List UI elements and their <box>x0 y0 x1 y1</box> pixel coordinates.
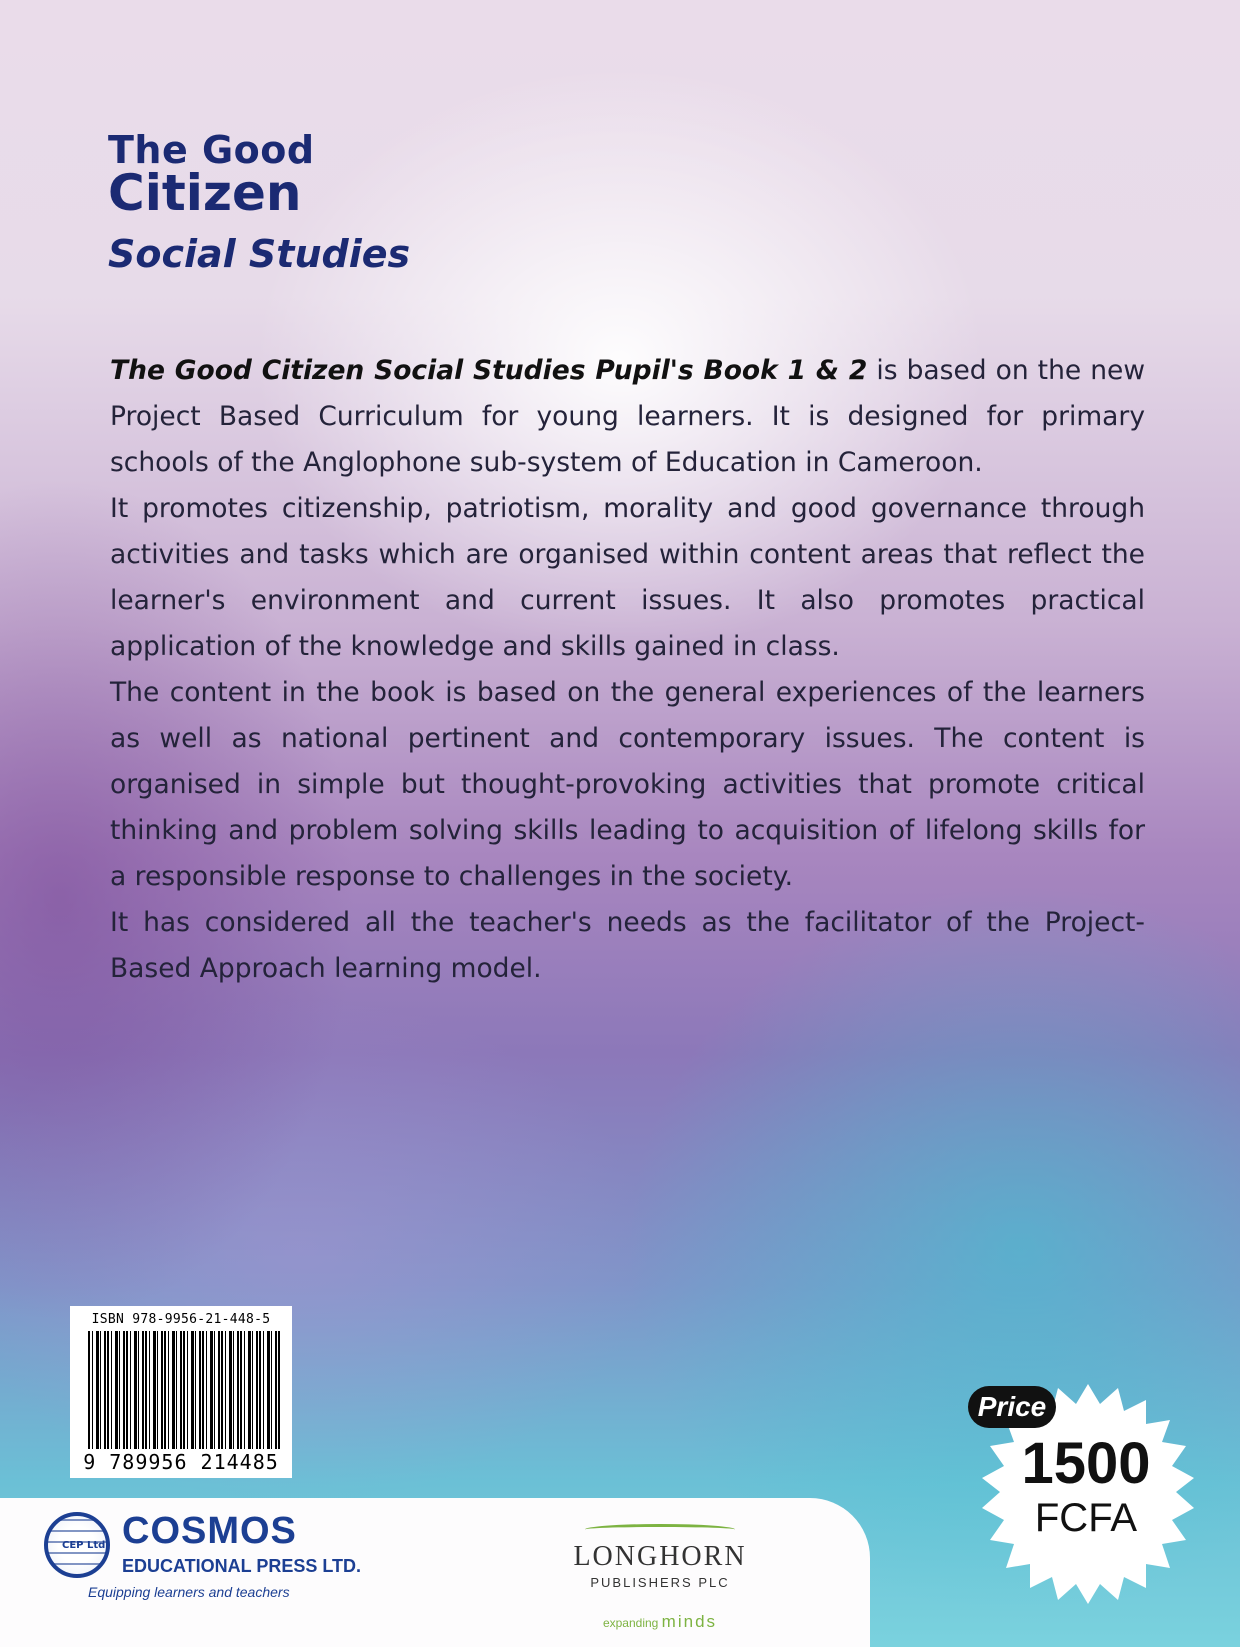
longhorn-tagline-small: expanding <box>602 1616 662 1630</box>
description-book-title: The Good Citizen Social Studies Pupil's Book 1 & 2 <box>110 355 868 386</box>
globe-icon <box>44 1512 110 1578</box>
title-line-2: Citizen <box>108 164 302 222</box>
book-description <box>110 348 1145 992</box>
longhorn-name: LONGHORN <box>573 1541 747 1572</box>
swoosh-icon <box>585 1524 735 1535</box>
longhorn-tagline <box>560 1612 760 1632</box>
cosmos-subtitle: EDUCATIONAL PRESS LTD. <box>122 1556 362 1576</box>
barcode-digits: 9 789956 214485 <box>83 1450 279 1474</box>
description-paragraph-2: It promotes citizenship, patriotism, morality and good governance through activities and tasks which are organised within content areas that reflect the learner's environment and current issues. It also promotes practical application of the knowledge and skills gained in class. <box>110 493 1145 662</box>
longhorn-logo <box>560 1524 760 1632</box>
description-paragraph-4: It has considered all the teacher's needs as the facilitator of the Project-Based Approach learning model. <box>110 907 1145 984</box>
isbn-label: ISBN 978-9956-21-448-5 <box>91 1312 271 1327</box>
cosmos-tagline: Equipping learners and teachers <box>88 1584 290 1600</box>
description-lead-text: is based on the new Project Based Curriculum for young learners. It is designed for primary schools of the Anglophone sub-system of Education in Cameroon. <box>110 355 1145 478</box>
description-paragraph-1 <box>110 348 1145 486</box>
price-currency: FCFA <box>1034 1496 1138 1540</box>
title-subtitle: Social Studies <box>108 232 411 276</box>
cosmos-name: COSMOS <box>122 1510 297 1552</box>
longhorn-tagline-large: minds <box>661 1612 718 1631</box>
book-title <box>108 130 410 276</box>
longhorn-subtitle: PUBLISHERS PLC <box>590 1575 730 1590</box>
isbn-barcode <box>70 1306 292 1478</box>
price-label: Price <box>968 1386 1056 1428</box>
price-badge <box>972 1378 1204 1610</box>
title-line-1: The Good <box>108 128 315 172</box>
description-paragraph-3: The content in the book is based on the general experiences of the learners as well as national pertinent and contemporary issues. The content is organised in simple but thought-provoking activities that promote critical thinking and problem solving skills leading to acquisition of lifelong skills for a responsible response to challenges in the society. <box>110 677 1145 892</box>
barcode-bars <box>88 1331 282 1449</box>
price-amount: 1500 <box>1021 1431 1151 1496</box>
globe-label: CEP Ltd <box>62 1540 106 1551</box>
